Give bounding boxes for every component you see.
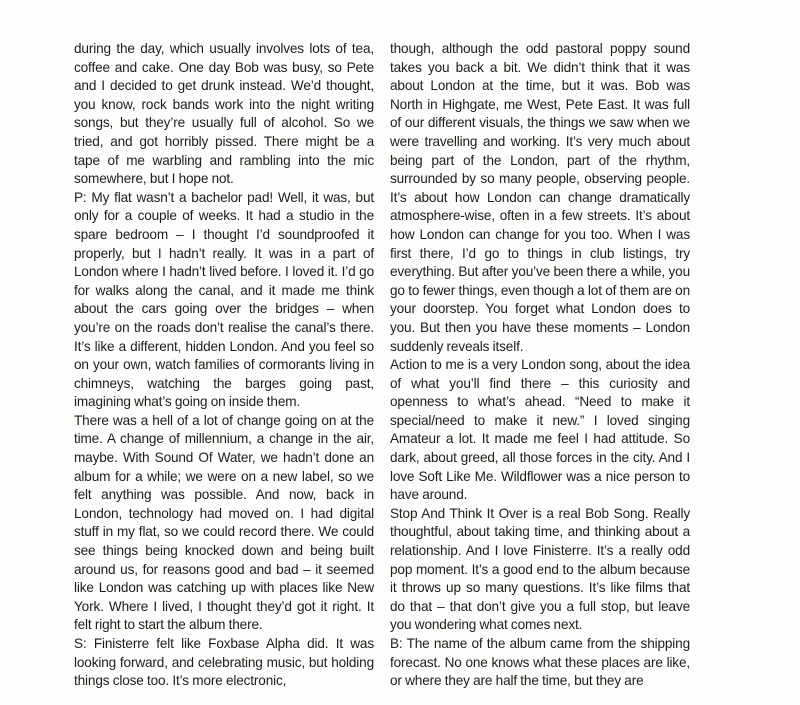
right-text-column: [390, 40, 690, 691]
paragraph: Action to me is a very London song, about the idea of what you’ll find there – this curiosity and openness to what’s ahead. “Need to make it special/need to make it new.” I loved singing Amateur a lot. It made me feel I had attitude. So dark, about greed, all those forces in the city. And I love Soft Like Me. Wildflower was a nice person to have around.: [390, 357, 690, 503]
paragraph: though, although the odd pastoral poppy sound takes you back a bit. We didn’t think that it was about London at the time, but it was. Bob was North in Highgate, me West, Pete East. It was full of our different visuals, the things we saw when we were travelling and working. It’s very much about being part of the London, part of the rhythm, surrounded by so many people, observing people. It’s about how London can change dramatically atmosphere-wise, often in a few streets. It’s about how London can change for you too. When I was first there, I’d go to things in club listings, try everything. But after you’ve been there a while, you go to fewer things, even though a lot of them are on your doorstep. You forget what London does to you. But then you have these moments – London suddenly reveals itself.: [390, 41, 690, 354]
paragraph: P: My flat wasn’t a bachelor pad! Well, it was, but only for a couple of weeks. It had a studio in the spare bedroom – I thought I’d soundproofed it properly, but I hadn’t really. It was in a part of London where I hadn’t lived before. I loved it. I’d go for walks along the canal, and it made me think about the cars going over the bridges – when you’re on the roads don’t realise the canal’s there. It’s like a different, hidden London. And you feel so on your own, watch families of cormorants living in chimneys, watching the barges going past, imagining what’s going on inside them.: [74, 189, 374, 410]
left-text-column: [74, 40, 374, 691]
paragraph: during the day, which usually involves lots of tea, coffee and cake. One day Bob was busy, so Pete and I decided to get drunk instead. We’d thought, you know, rock bands work into the night writing songs, but they’re usually full of alcohol. So we tried, and got horribly pissed. There might be a tape of me warbling and rambling into the mic somewhere, but I hope not.: [74, 41, 374, 187]
paragraph: There was a hell of a lot of change going on at the time. A change of millennium, a change in the air, maybe. With Sound Of Water, we hadn’t done an album for a while; we were on a new label, so we felt anything was possible. And now, back in London, technology had moved on. I had digital stuff in my flat, so we could record there. We could see things being knocked down and being built around us, for reasons good and bad – it seemed like London was catching up with places like New York. Where I lived, I thought they’d got it right. It felt right to start the album there.: [74, 412, 374, 633]
paragraph: Stop And Think It Over is a real Bob Song. Really thoughtful, about taking time, and thinking about a relationship. And I love Finisterre. It’s a really odd pop moment. It’s a good end to the album because it throws up so many questions. It’s like films that do that – that don’t give you a full stop, but leave you wondering what comes next.: [390, 505, 690, 633]
paragraph: S: Finisterre felt like Foxbase Alpha did. It was looking forward, and celebrating music, but holding things close too. It’s more electronic,: [74, 636, 374, 689]
paragraph: B: The name of the album came from the shipping forecast. No one knows what these places are like, or where they are half the time, but they are: [390, 636, 690, 689]
